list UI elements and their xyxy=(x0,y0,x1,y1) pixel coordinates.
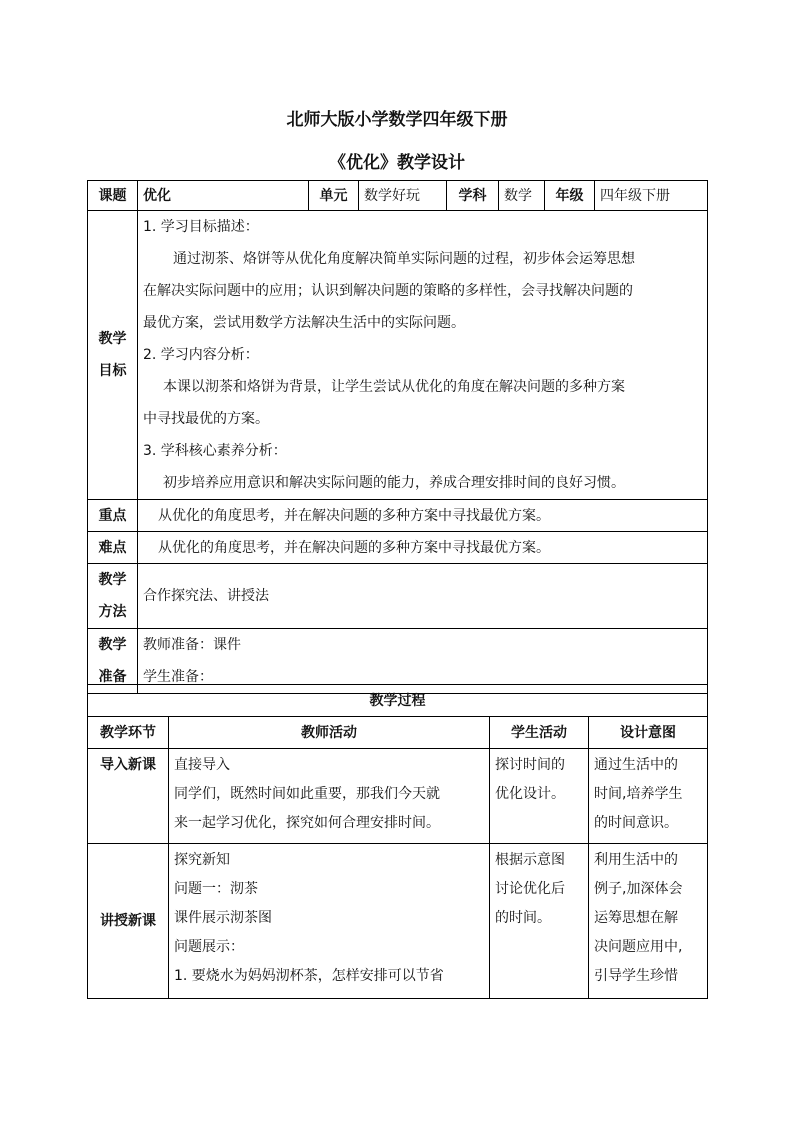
intent-line: 利用生活中的 xyxy=(594,852,678,868)
goals-content xyxy=(138,211,708,500)
key-label: 重点 xyxy=(88,500,138,532)
student-activity-new xyxy=(490,844,589,999)
intent-line: 的时间意识。 xyxy=(594,815,678,831)
student-activity-intro xyxy=(490,749,589,844)
method-value: 合作探究法、讲授法 xyxy=(138,564,708,629)
goals-line: 通过沏茶、烙饼等从优化角度解决简单实际问题的过程，初步体会运筹思想 xyxy=(173,251,635,267)
info-row-goals xyxy=(88,211,708,500)
prep-label-line-1: 教学 xyxy=(98,637,127,653)
student-line: 讨论优化后 xyxy=(495,881,565,897)
topic-value: 优化 xyxy=(138,181,309,211)
process-title-row xyxy=(88,685,708,717)
teacher-activity-intro xyxy=(169,749,490,844)
teacher-line: 1. 要烧水为妈妈沏杯茶，怎样安排可以节省 xyxy=(174,968,444,984)
prep-student: 学生准备： xyxy=(143,669,213,685)
info-row-method xyxy=(88,564,708,629)
goals-line: 1. 学习目标描述： xyxy=(143,219,259,235)
teacher-line: 同学们，既然时间如此重要，那我们今天就 xyxy=(174,786,440,802)
teacher-line: 来一起学习优化，探究如何合理安排时间。 xyxy=(174,815,440,831)
process-row-intro xyxy=(88,749,708,844)
lesson-info-table xyxy=(87,180,708,694)
document-subtitle: 《优化》教学设计 xyxy=(329,153,465,173)
stage-new: 讲授新课 xyxy=(88,844,169,999)
difficulty-label: 难点 xyxy=(88,532,138,564)
intent-line: 例子,加深体会 xyxy=(594,881,683,897)
process-header-row xyxy=(88,717,708,749)
student-line: 的时间。 xyxy=(495,910,551,926)
unit-value: 数学好玩 xyxy=(359,181,447,211)
intent-new xyxy=(589,844,708,999)
difficulty-value: 从优化的角度思考，并在解决问题的多种方案中寻找最优方案。 xyxy=(138,532,708,564)
goals-line: 本课以沏茶和烙饼为背景，让学生尝试从优化的角度在解决问题的多种方案 xyxy=(163,379,625,395)
grade-value: 四年级下册 xyxy=(595,181,708,211)
header-teacher: 教师活动 xyxy=(169,717,490,749)
student-line: 探讨时间的 xyxy=(495,757,565,773)
subject-value: 数学 xyxy=(499,181,545,211)
intent-intro xyxy=(589,749,708,844)
teacher-line: 直接导入 xyxy=(174,757,230,773)
info-row-topic xyxy=(88,181,708,211)
teacher-line: 课件展示沏茶图 xyxy=(174,910,272,926)
intent-line: 时间,培养学生 xyxy=(594,786,683,802)
goals-line: 2. 学习内容分析： xyxy=(143,347,259,363)
teacher-activity-new xyxy=(169,844,490,999)
teacher-line: 问题一：沏茶 xyxy=(174,881,258,897)
prep-label-line-2: 准备 xyxy=(98,669,127,685)
unit-label: 单元 xyxy=(309,181,359,211)
stage-intro: 导入新课 xyxy=(88,749,169,844)
goals-label-line-1: 教学 xyxy=(98,331,127,347)
intent-line: 运筹思想在解 xyxy=(594,910,678,926)
teacher-line: 问题展示： xyxy=(174,939,244,955)
student-line: 根据示意图 xyxy=(495,852,565,868)
prep-teacher: 教师准备：课件 xyxy=(143,637,241,653)
key-value: 从优化的角度思考，并在解决问题的多种方案中寻找最优方案。 xyxy=(138,500,708,532)
method-label-line-1: 教学 xyxy=(98,572,127,588)
intent-line: 决问题应用中, xyxy=(594,939,683,955)
document-title: 北师大版小学数学四年级下册 xyxy=(286,110,508,130)
student-line: 优化设计。 xyxy=(495,786,565,802)
method-label-line-2: 方法 xyxy=(98,604,127,620)
intent-line: 引导学生珍惜 xyxy=(594,968,678,984)
goals-line: 在解决实际问题中的应用；认识到解决问题的策略的多样性，会寻找解决问题的 xyxy=(143,283,633,299)
process-title: 教学过程 xyxy=(88,685,708,717)
goals-label-line-2: 目标 xyxy=(98,363,127,379)
goals-line: 最优方案，尝试用数学方法解决生活中的实际问题。 xyxy=(143,315,465,331)
teaching-process-table xyxy=(87,684,708,999)
goals-line: 初步培养应用意识和解决实际问题的能力，养成合理安排时间的良好习惯。 xyxy=(163,475,625,491)
topic-label: 课题 xyxy=(88,181,138,211)
grade-label: 年级 xyxy=(545,181,595,211)
info-row-difficulty xyxy=(88,532,708,564)
teacher-line: 探究新知 xyxy=(174,852,230,868)
header-student: 学生活动 xyxy=(490,717,589,749)
header-intent: 设计意图 xyxy=(589,717,708,749)
header-stage: 教学环节 xyxy=(88,717,169,749)
method-label xyxy=(88,564,138,629)
goals-line: 3. 学科核心素养分析： xyxy=(143,443,287,459)
info-row-key xyxy=(88,500,708,532)
process-row-new xyxy=(88,844,708,999)
intent-line: 通过生活中的 xyxy=(594,757,678,773)
goals-line: 中寻找最优的方案。 xyxy=(143,411,269,427)
goals-label xyxy=(88,211,138,500)
subject-label: 学科 xyxy=(447,181,499,211)
